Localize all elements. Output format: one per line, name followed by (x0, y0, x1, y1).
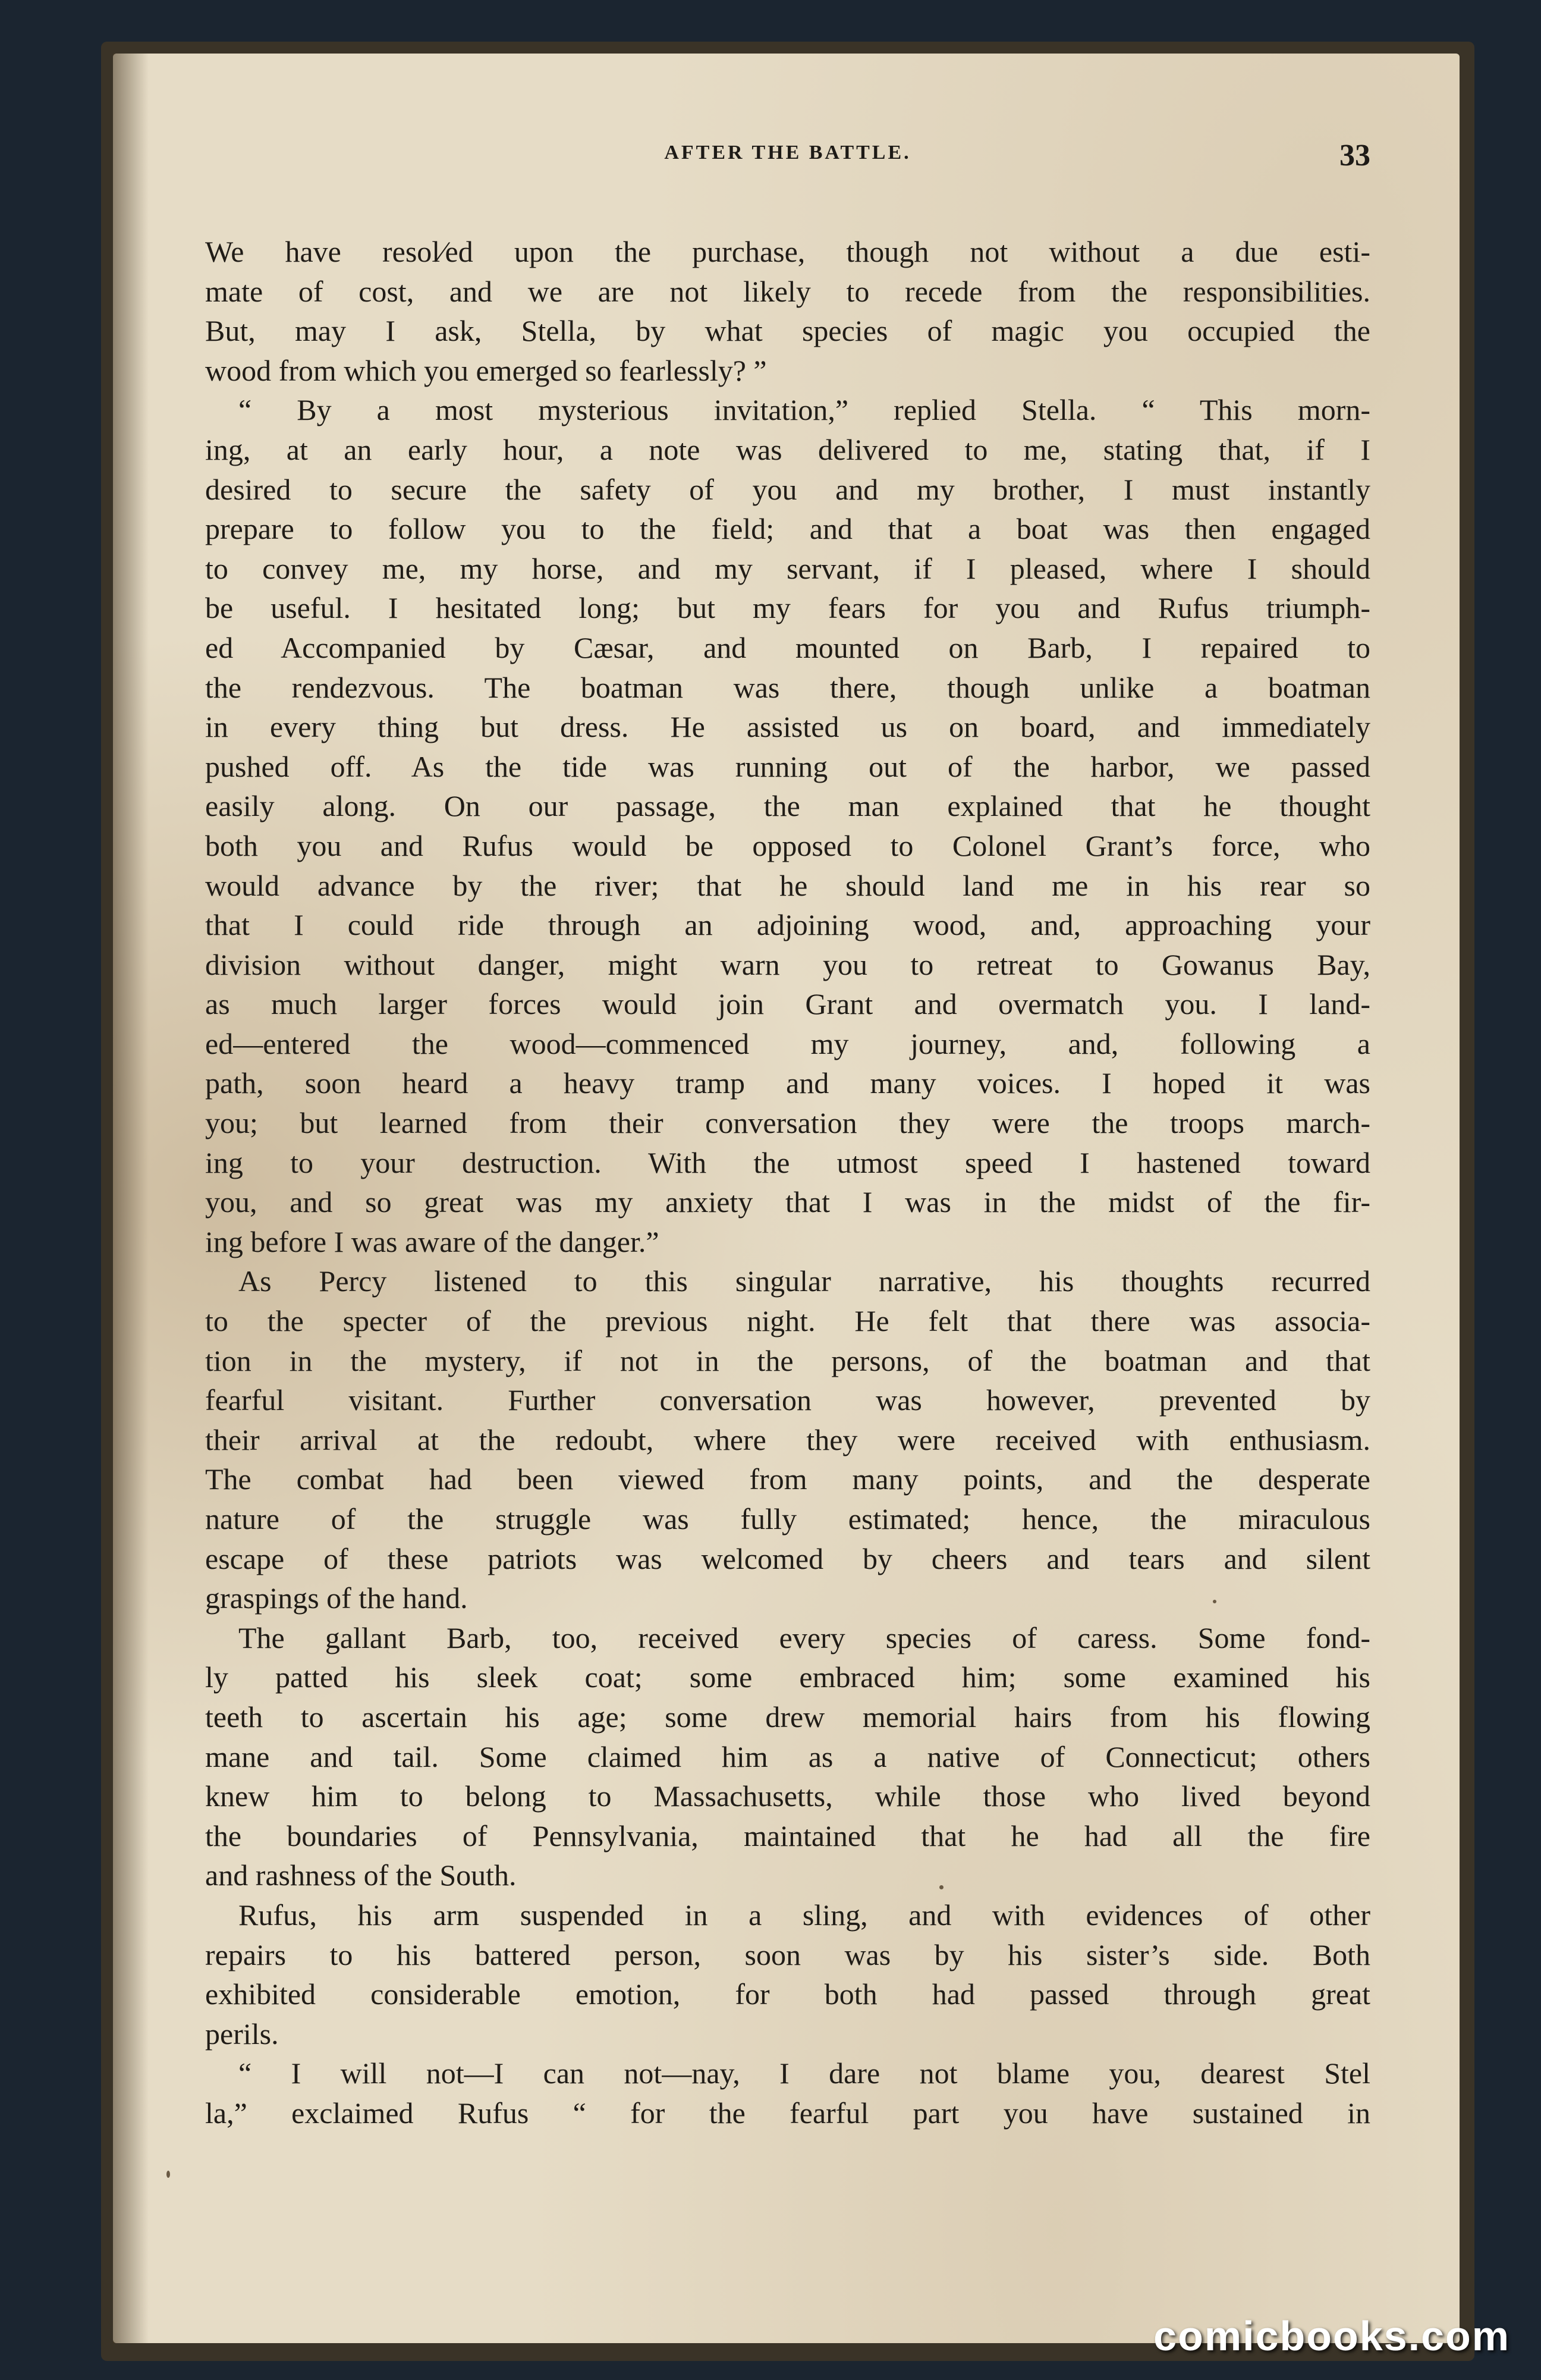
text-line: path, soon heard a heavy tramp and many voices. I hoped it was (205, 1066, 1370, 1100)
text-line: knew him to belong to Massachusetts, while those who lived beyond (205, 1779, 1370, 1813)
text-line: to the specter of the previous night. He felt that there was associa- (205, 1304, 1370, 1338)
text-line: ly patted his sleek coat; some embraced him; some examined his (205, 1660, 1370, 1694)
text-line: pushed off. As the tide was running out of the harbor, we passed (205, 749, 1370, 783)
text-line: ing to your destruction. With the utmost speed I hastened toward (205, 1145, 1370, 1179)
text-line: easily along. On our passage, the man explained that he thought (205, 789, 1370, 823)
text-line: ed—entered the wood—commenced my journey, and, following a (205, 1026, 1370, 1060)
body-text (205, 232, 1370, 2133)
text-line: the boundaries of Pennsylvania, maintained that he had all the fire (205, 1819, 1370, 1852)
page-gutter (113, 54, 149, 2343)
text-line: that I could ride through an adjoining wood, and, approaching your (205, 908, 1370, 942)
text-line: graspings of the hand. (205, 1581, 468, 1615)
text-line: in every thing but dress. He assisted us on board, and immediately (205, 710, 1370, 744)
text-line: mane and tail. Some claimed him as a native of Connecticut; others (205, 1740, 1370, 1773)
text-line: to convey me, my horse, and my servant, if I pleased, where I should (205, 551, 1370, 585)
text-line: But, may I ask, Stella, by what species of magic you occupied the (205, 314, 1370, 348)
text-line: repairs to his battered person, soon was by his sister’s side. Both (205, 1938, 1370, 1971)
text-line: mate of cost, and we are not likely to recede from the responsibilities. (205, 274, 1370, 308)
text-line: teeth to ascertain his age; some drew memorial hairs from his flowing (205, 1700, 1370, 1734)
text-line: fearful visitant. Further conversation was however, prevented by (205, 1383, 1370, 1417)
text-line: nature of the struggle was fully estimated; hence, the miraculous (205, 1502, 1370, 1536)
page-number: 33 (1339, 139, 1370, 172)
text-line: tion in the mystery, if not in the persons, of the boatman and that (205, 1343, 1370, 1377)
text-line: “ I will not—I can not—nay, I dare not blame you, dearest Stel (238, 2056, 1370, 2090)
site-watermark: comicbooks.com (1153, 2313, 1510, 2359)
text-line: perils. (205, 2017, 279, 2051)
running-title: AFTER THE BATTLE. (664, 142, 911, 164)
text-line: ing, at an early hour, a note was delivered to me, stating that, if I (205, 432, 1370, 466)
running-header (205, 138, 1370, 180)
text-line: their arrival at the redoubt, where they were received with enthusiasm. (205, 1423, 1370, 1456)
text-line: and rashness of the South. (205, 1858, 517, 1892)
text-line: exhibited considerable emotion, for both had passed through great (205, 1977, 1370, 2011)
text-line: wood from which you emerged so fearlessly? ” (205, 353, 767, 387)
text-line: “ By a most mysterious invitation,” replied Stella. “ This morn- (238, 393, 1370, 427)
text-line: ing before I was aware of the danger.” (205, 1224, 659, 1258)
text-line: The gallant Barb, too, received every species of caress. Some fond- (238, 1621, 1370, 1654)
text-line: The combat had been viewed from many points, and the desperate (205, 1462, 1370, 1496)
text-line: prepare to follow you to the field; and that a boat was then engaged (205, 512, 1370, 546)
text-line: as much larger forces would join Grant and overmatch you. I land- (205, 987, 1370, 1021)
text-line: would advance by the river; that he should land me in his rear so (205, 868, 1370, 902)
text-line: As Percy listened to this singular narrative, his thoughts recurred (238, 1264, 1370, 1298)
text-line: be useful. I hesitated long; but my fears for you and Rufus triumph- (205, 591, 1370, 625)
text-line: desired to secure the safety of you and my brother, I must instantly (205, 472, 1370, 506)
page-speck (166, 2171, 170, 2178)
text-line: ed Accompanied by Cæsar, and mounted on Barb, I repaired to (205, 630, 1370, 664)
text-line: you; but learned from their conversation they were the troops march- (205, 1106, 1370, 1140)
text-line: Rufus, his arm suspended in a sling, and with evidences of other (238, 1898, 1370, 1932)
text-line: la,” exclaimed Rufus “ for the fearful part you have sustained in (205, 2096, 1370, 2130)
text-line: We have resol⁄ed upon the purchase, though not without a due esti- (205, 235, 1370, 268)
text-line: both you and Rufus would be opposed to Colonel Grant’s force, who (205, 828, 1370, 862)
text-line: division without danger, might warn you to retreat to Gowanus Bay, (205, 947, 1370, 981)
text-line: escape of these patriots was welcomed by cheers and tears and silent (205, 1541, 1370, 1575)
text-line: the rendezvous. The boatman was there, though unlike a boatman (205, 670, 1370, 704)
text-line: you, and so great was my anxiety that I was in the midst of the fir- (205, 1185, 1370, 1219)
